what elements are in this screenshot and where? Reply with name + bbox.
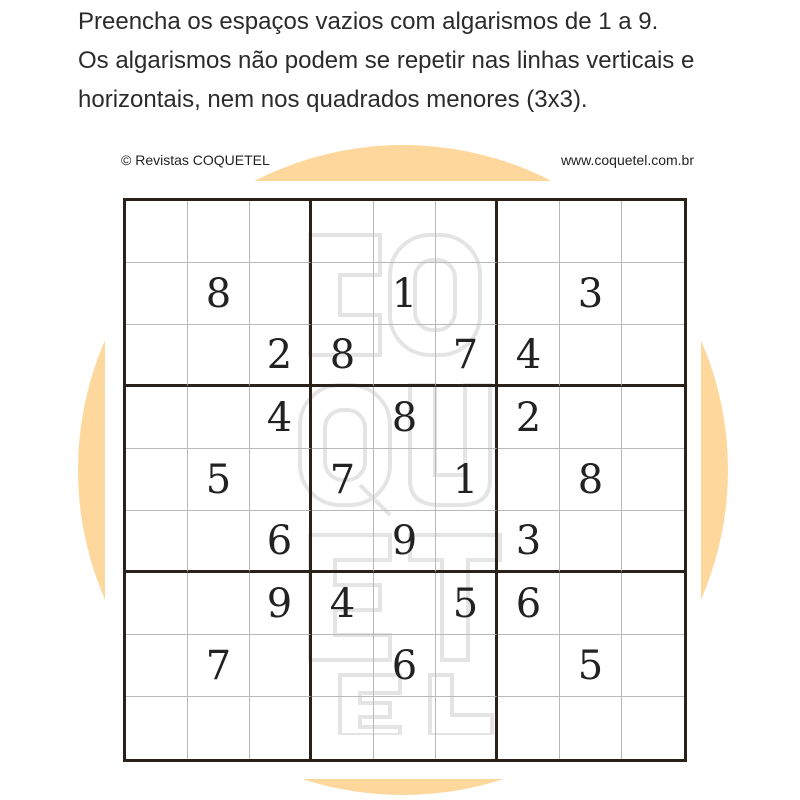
instruction-line-2: Os algarismos não podem se repetir nas linhas verticais e bbox=[78, 47, 695, 74]
sudoku-cell-empty[interactable] bbox=[498, 201, 560, 263]
instructions bbox=[78, 2, 790, 119]
sudoku-cell-empty[interactable] bbox=[312, 635, 374, 697]
sudoku-cell-empty[interactable] bbox=[498, 635, 560, 697]
sudoku-cell-empty[interactable] bbox=[560, 573, 622, 635]
sudoku-cell-given[interactable]: 5 bbox=[188, 449, 250, 511]
sudoku-cell-given[interactable]: 9 bbox=[250, 573, 312, 635]
sudoku-cell-given[interactable]: 2 bbox=[250, 325, 312, 387]
sudoku-cell-given[interactable]: 7 bbox=[436, 325, 498, 387]
sudoku-cell-empty[interactable] bbox=[126, 325, 188, 387]
sudoku-cell-empty[interactable] bbox=[188, 697, 250, 759]
sudoku-cell-empty[interactable] bbox=[560, 697, 622, 759]
sudoku-cell-empty[interactable] bbox=[374, 573, 436, 635]
sudoku-cell-given[interactable]: 8 bbox=[188, 263, 250, 325]
sudoku-cell-empty[interactable] bbox=[126, 511, 188, 573]
sudoku-cell-empty[interactable] bbox=[622, 387, 684, 449]
sudoku-cell-given[interactable]: 2 bbox=[498, 387, 560, 449]
sudoku-cell-given[interactable]: 4 bbox=[250, 387, 312, 449]
sudoku-cell-empty[interactable] bbox=[622, 201, 684, 263]
sudoku-cell-empty[interactable] bbox=[188, 325, 250, 387]
copyright-text: © Revistas COQUETEL bbox=[121, 152, 270, 168]
sudoku-cell-empty[interactable] bbox=[560, 201, 622, 263]
sudoku-cell-empty[interactable] bbox=[250, 697, 312, 759]
sudoku-cell-empty[interactable] bbox=[188, 387, 250, 449]
sudoku-cell-empty[interactable] bbox=[312, 511, 374, 573]
sudoku-cell-empty[interactable] bbox=[622, 635, 684, 697]
sudoku-cell-given[interactable]: 4 bbox=[498, 325, 560, 387]
sudoku-cell-empty[interactable] bbox=[560, 387, 622, 449]
sudoku-cell-empty[interactable] bbox=[126, 201, 188, 263]
sudoku-cell-empty[interactable] bbox=[560, 325, 622, 387]
sudoku-cell-given[interactable]: 3 bbox=[498, 511, 560, 573]
sudoku-cell-empty[interactable] bbox=[498, 263, 560, 325]
sudoku-grid bbox=[123, 198, 687, 762]
sudoku-cell-given[interactable]: 6 bbox=[250, 511, 312, 573]
sudoku-cell-empty[interactable] bbox=[374, 201, 436, 263]
sudoku-cell-empty[interactable] bbox=[498, 449, 560, 511]
sudoku-cell-empty[interactable] bbox=[126, 697, 188, 759]
sudoku-cell-given[interactable]: 9 bbox=[374, 511, 436, 573]
sudoku-cell-empty[interactable] bbox=[436, 263, 498, 325]
sudoku-cell-given[interactable]: 5 bbox=[560, 635, 622, 697]
sudoku-cell-empty[interactable] bbox=[312, 387, 374, 449]
sudoku-cell-empty[interactable] bbox=[622, 325, 684, 387]
sudoku-cell-empty[interactable] bbox=[312, 201, 374, 263]
sudoku-cell-given[interactable]: 6 bbox=[374, 635, 436, 697]
sudoku-cell-empty[interactable] bbox=[126, 635, 188, 697]
instruction-line-1: Preencha os espaços vazios com algarismos de 1 a 9. bbox=[78, 8, 659, 35]
sudoku-cell-given[interactable]: 7 bbox=[312, 449, 374, 511]
sudoku-cell-given[interactable]: 4 bbox=[312, 573, 374, 635]
sudoku-cell-empty[interactable] bbox=[126, 263, 188, 325]
sudoku-cell-empty[interactable] bbox=[436, 201, 498, 263]
sudoku-cell-empty[interactable] bbox=[250, 201, 312, 263]
sudoku-cell-empty[interactable] bbox=[188, 511, 250, 573]
sudoku-cell-empty[interactable] bbox=[374, 325, 436, 387]
sudoku-cell-empty[interactable] bbox=[250, 263, 312, 325]
sudoku-cell-empty[interactable] bbox=[436, 511, 498, 573]
sudoku-cell-empty[interactable] bbox=[312, 697, 374, 759]
sudoku-cell-given[interactable]: 8 bbox=[374, 387, 436, 449]
sudoku-cell-empty[interactable] bbox=[498, 697, 560, 759]
sudoku-cell-empty[interactable] bbox=[622, 511, 684, 573]
instruction-line-3: horizontais, nem nos quadrados menores (3x3). bbox=[78, 86, 588, 113]
sudoku-cell-empty[interactable] bbox=[622, 263, 684, 325]
sudoku-cell-empty[interactable] bbox=[126, 387, 188, 449]
sudoku-cell-empty[interactable] bbox=[188, 573, 250, 635]
sudoku-cell-empty[interactable] bbox=[436, 635, 498, 697]
sudoku-cell-given[interactable]: 1 bbox=[374, 263, 436, 325]
website-link[interactable]: www.coquetel.com.br bbox=[560, 152, 694, 168]
sudoku-cell-given[interactable]: 8 bbox=[312, 325, 374, 387]
sudoku-cell-empty[interactable] bbox=[126, 573, 188, 635]
sudoku-cell-empty[interactable] bbox=[374, 449, 436, 511]
sudoku-cell-empty[interactable] bbox=[436, 697, 498, 759]
sudoku-cell-given[interactable]: 3 bbox=[560, 263, 622, 325]
sudoku-cell-given[interactable]: 7 bbox=[188, 635, 250, 697]
sudoku-cell-given[interactable]: 8 bbox=[560, 449, 622, 511]
sudoku-cell-empty[interactable] bbox=[560, 511, 622, 573]
sudoku-cell-given[interactable]: 1 bbox=[436, 449, 498, 511]
sudoku-cell-empty[interactable] bbox=[250, 635, 312, 697]
sudoku-cell-given[interactable]: 5 bbox=[436, 573, 498, 635]
sudoku-cell-empty[interactable] bbox=[374, 697, 436, 759]
sudoku-cell-empty[interactable] bbox=[188, 201, 250, 263]
sudoku-cell-empty[interactable] bbox=[312, 263, 374, 325]
sudoku-cell-empty[interactable] bbox=[126, 449, 188, 511]
sudoku-cell-empty[interactable] bbox=[622, 573, 684, 635]
sudoku-cell-empty[interactable] bbox=[622, 449, 684, 511]
sudoku-cell-given[interactable]: 6 bbox=[498, 573, 560, 635]
sudoku-cell-empty[interactable] bbox=[436, 387, 498, 449]
sudoku-cell-empty[interactable] bbox=[250, 449, 312, 511]
sudoku-cell-empty[interactable] bbox=[622, 697, 684, 759]
